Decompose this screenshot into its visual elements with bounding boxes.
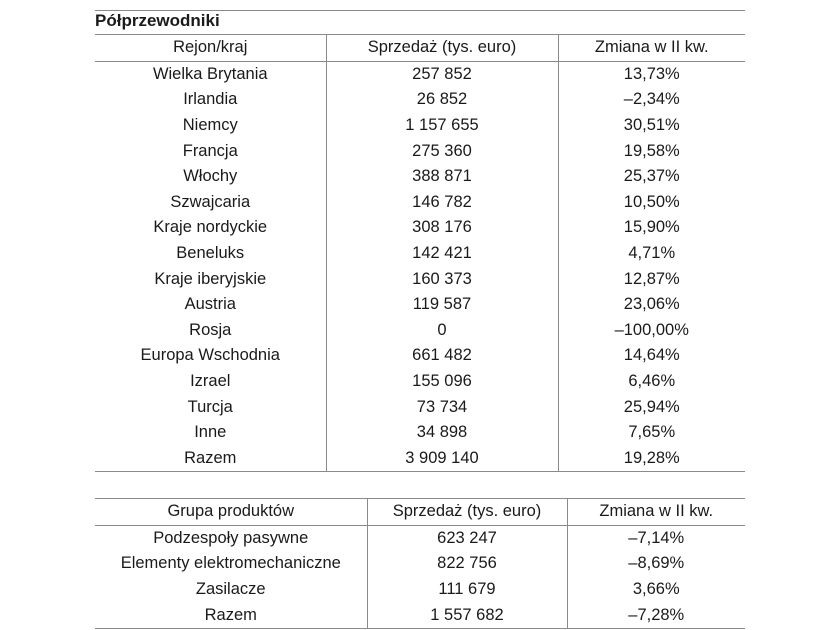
- cell-name: Irlandia: [183, 90, 238, 109]
- cell-change: 7,65%: [558, 420, 745, 446]
- cell-change: –7,14%: [567, 525, 745, 551]
- cell-name: Francja: [182, 141, 238, 160]
- cell-name: Włochy: [183, 167, 238, 186]
- cell-name: Beneluks: [176, 244, 245, 263]
- table-header-row: [95, 499, 745, 526]
- cell-sales: 1 157 655: [326, 113, 558, 139]
- cell-change: 14,64%: [558, 343, 745, 369]
- table-row: [95, 420, 745, 446]
- cell-change: 6,46%: [558, 369, 745, 395]
- cell-name: Podzespoły pasywne: [153, 528, 309, 547]
- cell-sales: 26 852: [326, 87, 558, 113]
- cell-change: 19,28%: [558, 446, 745, 472]
- cell-sales: 822 756: [367, 551, 567, 577]
- cell-change: 23,06%: [558, 292, 745, 318]
- table-row: [95, 164, 745, 190]
- table-row: [95, 446, 745, 472]
- sales-by-region-table: [95, 35, 745, 472]
- table-body: [95, 525, 745, 628]
- sales-by-product-group-table: [95, 498, 745, 629]
- table-row: [95, 215, 745, 241]
- cell-sales: 388 871: [326, 164, 558, 190]
- cell-name: Inne: [194, 423, 227, 442]
- table-row: [95, 138, 745, 164]
- cell-sales: 34 898: [326, 420, 558, 446]
- cell-name: Szwajcaria: [170, 192, 251, 211]
- cell-sales: 661 482: [326, 343, 558, 369]
- cell-sales: 308 176: [326, 215, 558, 241]
- cell-sales: 1 557 682: [367, 602, 567, 628]
- cell-change: 25,94%: [558, 394, 745, 420]
- column-header-sales: Sprzedaż (tys. euro): [367, 499, 567, 526]
- cell-sales: 142 421: [326, 241, 558, 267]
- table-row: [95, 266, 745, 292]
- cell-change: 19,58%: [558, 138, 745, 164]
- cell-name: Rosja: [189, 320, 232, 339]
- cell-change: 13,73%: [558, 62, 745, 88]
- cell-name: Zasilacze: [195, 580, 266, 599]
- cell-change: 10,50%: [558, 190, 745, 216]
- table-row: [95, 525, 745, 551]
- cell-name: Izrael: [190, 372, 231, 391]
- cell-sales: 623 247: [367, 525, 567, 551]
- cell-sales: 146 782: [326, 190, 558, 216]
- column-header-change: Zmiana w II kw.: [567, 499, 745, 526]
- table-row: [95, 394, 745, 420]
- cell-name: Kraje nordyckie: [153, 218, 268, 237]
- cell-sales: 111 679: [367, 577, 567, 603]
- cell-change: 4,71%: [558, 241, 745, 267]
- cell-change: 12,87%: [558, 266, 745, 292]
- cell-change: –2,34%: [558, 87, 745, 113]
- cell-change: –7,28%: [567, 602, 745, 628]
- cell-change: 30,51%: [558, 113, 745, 139]
- cell-change: 25,37%: [558, 164, 745, 190]
- cell-name: Kraje iberyjskie: [154, 269, 267, 288]
- table-row: [95, 343, 745, 369]
- cell-name: Niemcy: [182, 116, 238, 135]
- cell-change: 3,66%: [567, 577, 745, 603]
- cell-change: –100,00%: [558, 318, 745, 344]
- table-row: [95, 113, 745, 139]
- table-header-row: [95, 35, 745, 61]
- cell-name: Turcja: [187, 397, 233, 416]
- cell-name: Austria: [184, 295, 236, 314]
- cell-name: Razem: [184, 448, 237, 467]
- column-header-product-group: Grupa produktów: [95, 499, 367, 526]
- column-header-region: Rejon/kraj: [95, 35, 326, 61]
- cell-sales: 155 096: [326, 369, 558, 395]
- page-title: Półprzewodniki: [95, 11, 220, 30]
- cell-sales: 119 587: [326, 292, 558, 318]
- table-body: [95, 62, 745, 472]
- table-row: [95, 318, 745, 344]
- cell-sales: 73 734: [326, 394, 558, 420]
- cell-sales: 0: [326, 318, 558, 344]
- cell-change: 15,90%: [558, 215, 745, 241]
- table-row: [95, 369, 745, 395]
- cell-name: Elementy elektromechaniczne: [120, 554, 341, 573]
- cell-name: Wielka Brytania: [152, 64, 268, 83]
- table-row: [95, 602, 745, 628]
- table-row: [95, 577, 745, 603]
- cell-change: –8,69%: [567, 551, 745, 577]
- cell-sales: 275 360: [326, 138, 558, 164]
- cell-sales: 3 909 140: [326, 446, 558, 472]
- table-row: [95, 551, 745, 577]
- column-header-change: Zmiana w II kw.: [558, 35, 745, 61]
- cell-sales: 160 373: [326, 266, 558, 292]
- cell-sales: 257 852: [326, 62, 558, 88]
- table-row: [95, 241, 745, 267]
- cell-name: Europa Wschodnia: [140, 346, 280, 365]
- column-header-sales: Sprzedaż (tys. euro): [326, 35, 558, 61]
- cell-name: Razem: [204, 605, 257, 624]
- table-row: [95, 292, 745, 318]
- table-row: [95, 87, 745, 113]
- table-row: [95, 190, 745, 216]
- table-row: [95, 62, 745, 88]
